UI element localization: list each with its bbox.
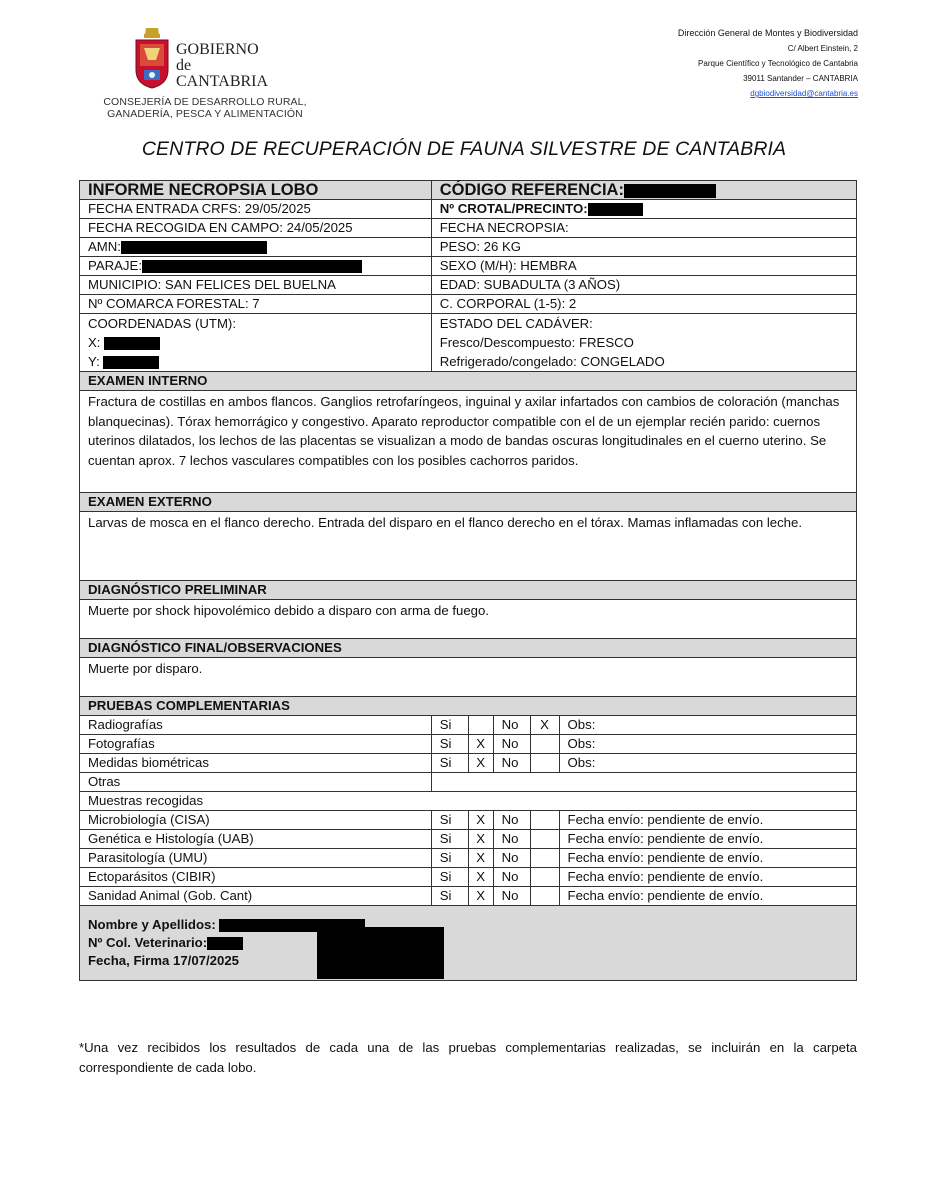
reference-code-label: CÓDIGO REFERENCIA: <box>439 181 624 199</box>
fecha-envio: Fecha envío: pendiente de envío. <box>559 830 856 849</box>
si-label: Si <box>431 849 468 868</box>
footnote: *Una vez recibidos los resultados de cada una de las pruebas complementarias realizadas, se incluirán en la carpeta correspondiente de cada lobo. <box>79 1040 857 1075</box>
diagnostico-final-text: Muerte por disparo. <box>80 658 857 697</box>
edad: EDAD: SUBADULTA (3 AÑOS) <box>431 276 856 295</box>
nombre-label: Nombre y Apellidos: <box>88 917 216 932</box>
address-line: Parque Científico y Tecnológico de Cantabria <box>698 59 858 68</box>
no-checkbox[interactable] <box>530 849 559 868</box>
examen-interno-text: Fractura de costillas en ambos flancos. Ganglios retrofaríngeos, inguinal y axilar infartados con cambios de coloración (manchas blanquecinas). Tórax hemorrágico y congestivo. Aparato reproductor compatible con el de un ejemplar recién parido: cuernos uterinos dilatados, los lechos de las placentas se visualizan a modo de bandas oscuras longitudinales en el cuerno uterino. Se cuentan aprox. 7 lechos vasculares compatibles con los posibles cachorros paridos. <box>80 391 857 493</box>
section-examen-externo: EXAMEN EXTERNO <box>80 493 857 512</box>
no-checkbox[interactable] <box>530 830 559 849</box>
gov-line-1: GOBIERNO <box>176 41 259 58</box>
table-row <box>80 716 857 735</box>
no-checkbox[interactable] <box>530 735 559 754</box>
table-row <box>80 792 857 811</box>
redaction-bar <box>103 356 159 369</box>
consejeria-line-1: CONSEJERÍA DE DESARROLLO RURAL, <box>103 96 307 108</box>
prueba-name: Medidas biométricas <box>80 754 432 773</box>
sexo: SEXO (M/H): HEMBRA <box>431 257 856 276</box>
colegiado <box>88 934 848 952</box>
no-label: No <box>493 811 530 830</box>
nombre-apellidos <box>88 916 848 934</box>
no-label: No <box>493 716 530 735</box>
examen-externo-text: Larvas de mosca en el flanco derecho. Entrada del disparo en el flanco derecho en el tórax. Mamas inflamadas con leche. <box>80 512 857 581</box>
table-row <box>80 811 857 830</box>
si-checkbox[interactable]: X <box>468 754 493 773</box>
obs: Obs: <box>559 754 856 773</box>
no-label: No <box>493 735 530 754</box>
address-line: C/ Albert Einstein, 2 <box>787 44 858 53</box>
si-checkbox[interactable]: X <box>468 849 493 868</box>
estado-label: ESTADO DEL CADÁVER: <box>439 316 593 331</box>
diagnostico-preliminar-text: Muerte por shock hipovolémico debido a disparo con arma de fuego. <box>80 600 857 639</box>
muestra-name: Ectoparásitos (CIBIR) <box>80 868 432 887</box>
prueba-name: Radiografías <box>80 716 432 735</box>
paraje-cell <box>80 257 432 276</box>
no-label: No <box>493 830 530 849</box>
si-label: Si <box>431 754 468 773</box>
fecha-recogida: FECHA RECOGIDA EN CAMPO: 24/05/2025 <box>80 219 432 238</box>
muestra-name: Genética e Histología (UAB) <box>80 830 432 849</box>
section-pruebas-complementarias: PRUEBAS COMPLEMENTARIAS <box>80 697 857 716</box>
paraje-label: PARAJE: <box>88 258 142 273</box>
si-label: Si <box>431 716 468 735</box>
section-diagnostico-preliminar: DIAGNÓSTICO PRELIMINAR <box>80 581 857 600</box>
fecha-envio: Fecha envío: pendiente de envío. <box>559 887 856 906</box>
no-checkbox[interactable] <box>530 811 559 830</box>
no-label: No <box>493 849 530 868</box>
form-header-row <box>80 181 857 200</box>
address-line: 39011 Santander – CANTABRIA <box>743 74 858 83</box>
signature-block <box>80 906 857 981</box>
page-title: CENTRO DE RECUPERACIÓN DE FAUNA SILVESTRE DE CANTABRIA <box>141 138 787 160</box>
redaction-bar <box>624 184 716 198</box>
necropsy-form <box>79 180 857 981</box>
redaction-bar <box>588 203 643 216</box>
amn-cell <box>80 238 432 257</box>
si-checkbox[interactable]: X <box>468 735 493 754</box>
crotal-cell <box>431 200 856 219</box>
estado-fresco: Fresco/Descompuesto: FRESCO <box>439 335 634 350</box>
redaction-bar <box>207 937 243 950</box>
reference-code-cell <box>431 181 856 200</box>
muestra-name: Parasitología (UMU) <box>80 849 432 868</box>
si-checkbox[interactable]: X <box>468 811 493 830</box>
si-checkbox[interactable]: X <box>468 830 493 849</box>
table-row <box>80 773 857 792</box>
si-checkbox[interactable] <box>468 716 493 735</box>
consejeria-line-2: GANADERÍA, PESCA Y ALIMENTACIÓN <box>107 108 303 120</box>
si-label: Si <box>431 811 468 830</box>
fecha-envio: Fecha envío: pendiente de envío. <box>559 811 856 830</box>
section-examen-interno: EXAMEN INTERNO <box>80 372 857 391</box>
no-label: No <box>493 887 530 906</box>
no-checkbox[interactable]: X <box>530 716 559 735</box>
no-checkbox[interactable] <box>530 754 559 773</box>
report-heading: INFORME NECROPSIA LOBO <box>80 181 432 200</box>
si-label: Si <box>431 868 468 887</box>
estado-cadaver-cell <box>431 314 856 372</box>
email-link[interactable]: dgbiodiversidad@cantabria.es <box>750 89 858 98</box>
si-label: Si <box>431 735 468 754</box>
si-label: Si <box>431 887 468 906</box>
coordenadas-label: COORDENADAS (UTM): <box>88 316 236 331</box>
fecha-necropsia: FECHA NECROPSIA: <box>431 219 856 238</box>
no-checkbox[interactable] <box>530 868 559 887</box>
consejeria-name <box>100 96 310 120</box>
gov-name <box>176 42 268 90</box>
otras-field[interactable] <box>431 773 856 792</box>
fecha-envio: Fecha envío: pendiente de envío. <box>559 849 856 868</box>
address-block <box>678 26 858 101</box>
table-row <box>80 754 857 773</box>
address-line: Dirección General de Montes y Biodiversidad <box>677 28 858 38</box>
redaction-bar <box>121 241 267 254</box>
si-checkbox[interactable]: X <box>468 887 493 906</box>
si-label: Si <box>431 830 468 849</box>
gov-line-2: de <box>176 57 192 74</box>
coord-y <box>88 352 423 371</box>
redaction-bar <box>142 260 362 273</box>
comarca-forestal: Nº COMARCA FORESTAL: 7 <box>80 295 432 314</box>
si-checkbox[interactable]: X <box>468 868 493 887</box>
condicion-corporal: C. CORPORAL (1-5): 2 <box>431 295 856 314</box>
no-label: No <box>493 754 530 773</box>
fecha-entrada: FECHA ENTRADA CRFS: 29/05/2025 <box>80 200 432 219</box>
estado-refrigerado: Refrigerado/congelado: CONGELADO <box>439 354 665 369</box>
gov-line-3: CANTABRIA <box>176 73 269 90</box>
obs: Obs: <box>559 716 856 735</box>
municipio: MUNICIPIO: SAN FELICES DEL BUELNA <box>80 276 432 295</box>
table-row <box>80 735 857 754</box>
redaction-bar <box>104 337 160 350</box>
table-row <box>80 849 857 868</box>
coord-x <box>88 333 423 352</box>
coordenadas-cell <box>80 314 432 372</box>
obs: Obs: <box>559 735 856 754</box>
no-checkbox[interactable] <box>530 887 559 906</box>
peso: PESO: 26 KG <box>431 238 856 257</box>
signature-redaction <box>317 927 444 979</box>
no-label: No <box>493 868 530 887</box>
section-diagnostico-final: DIAGNÓSTICO FINAL/OBSERVACIONES <box>80 639 857 658</box>
fecha-envio: Fecha envío: pendiente de envío. <box>559 868 856 887</box>
coord-x-label: X: <box>88 335 101 350</box>
amn-label: AMN: <box>88 239 121 254</box>
otras-label: Otras <box>80 773 432 792</box>
prueba-name: Fotografías <box>80 735 432 754</box>
table-row <box>80 830 857 849</box>
fecha-firma: Fecha, Firma 17/07/2025 <box>88 953 240 968</box>
table-row <box>80 868 857 887</box>
muestra-name: Microbiología (CISA) <box>80 811 432 830</box>
gobierno-cantabria-logo <box>100 24 320 124</box>
muestras-recogidas-label: Muestras recogidas <box>80 792 857 811</box>
colegiado-label: Nº Col. Veterinario: <box>88 935 208 950</box>
coord-y-label: Y: <box>88 354 100 369</box>
crotal-label: Nº CROTAL/PRECINTO: <box>439 201 588 216</box>
muestra-name: Sanidad Animal (Gob. Cant) <box>80 887 432 906</box>
table-row <box>80 887 857 906</box>
cantabria-shield-icon <box>132 26 172 90</box>
